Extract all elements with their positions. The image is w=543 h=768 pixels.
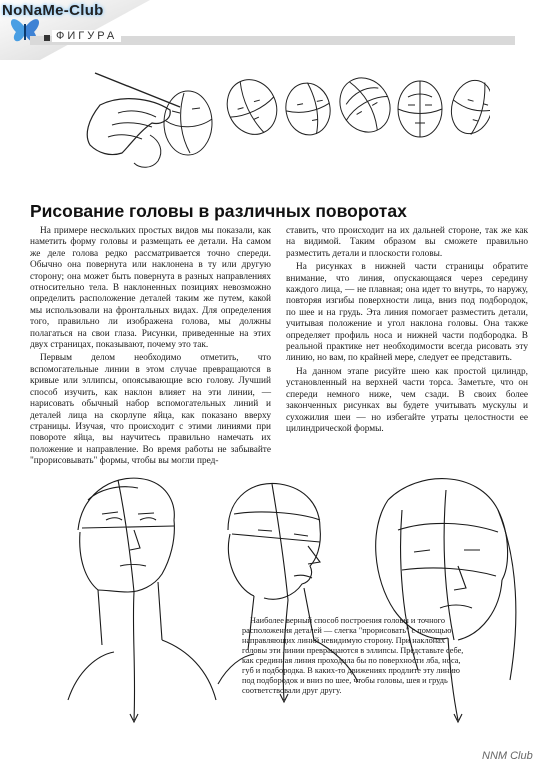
caption-text: Наиболее верный способ построения головы и точного расположения деталей — слегка "прорисовать" с помощью направляющих линий невидимую сторону. При наклонах головы эти линии превращаются в эллипсы. Представьте себе, как срединная линия проходила бы по поверхности лба, носа, губ и подбородка. В каких-то движениях продлите эту линию под подбородок и вниз по шее, чтобы головы, шея и грудь соответствовали друг другу. (242, 616, 464, 695)
watermark-bottom: NNM Club (482, 750, 533, 762)
figure-caption (242, 616, 467, 696)
text-column-right (286, 226, 528, 437)
paragraph: ставить, что происходит на их дальней стороне, так же как на видимой. Таким образом вы сможете правильно разместить детали и плоскости головы. (286, 226, 528, 259)
page-title: Рисование головы в различных поворотах (30, 201, 407, 221)
section-label: ФИГУРА (52, 30, 121, 42)
paragraph: На примере нескольких простых видов мы показали, как наметить форму головы и размещать ее детали. На самом же деле голова редко рассматривается точно спереди. Обычно она повернута или наклонена в ту или другую сторону; она может быть повернута в разных направлениях относительно тела. В наклоненных позициях невозможно определить расположение деталей таким же путем, какой мы использовали на фронтальных видах. Для определения того, правильно ли изображена голова, мы должны полагаться на свои глаза. Рисунки, приведенные на этих двух страницах, показывают, почему это так. (30, 226, 271, 351)
paragraph: На рисунках в нижней части страницы обратите внимание, что линия, опускающаяся через середину каждого лица, — не плавная; она идет то внутрь, то наружу, повторяя изгибы поверхности лица, вниз под подбородок, по шее и на грудь. Эта линия помогает разместить детали, учитывая положение и угол наклона головы. Она также определяет профиль носа и нижней части подбородка. В реальной практике нет необходимости всегда рисовать эту линию, но вам, по крайней мере, следует ее представить. (286, 262, 528, 364)
header-square (44, 35, 50, 41)
text-column-left (30, 226, 271, 470)
paragraph: Первым делом необходимо отметить, что вспомогательные линии в этом случае превращаются в кривые или эллипсы, опоясывающие всю голову. Лучший способ изучить, как наклон влияет на эти линии, — нарисовать обычный набор вспомогательных линий и деталей лица на скорлупе яйца, как показано вверху страницы. Изучая, что происходит с этими линиями при повороте яйца, вы научитесь правильно намечать их положение и направление. Во время работы не забывайте "прорисовывать" формы, чтобы вы могли пред- (30, 353, 271, 467)
top-illustration-eggs (60, 65, 490, 175)
paragraph: На данном этапе рисуйте шею как простой цилиндр, установленный на верхней части торса. Заметьте, что он спереди немного ниже, чем сзади. В своих более законченных рисунках вы будете учитывать мускулы и сухожилия шеи — но избегайте утраты целостности ее цилиндрической формы. (286, 366, 528, 434)
logo-text: NoNaMe-Club (2, 2, 104, 19)
